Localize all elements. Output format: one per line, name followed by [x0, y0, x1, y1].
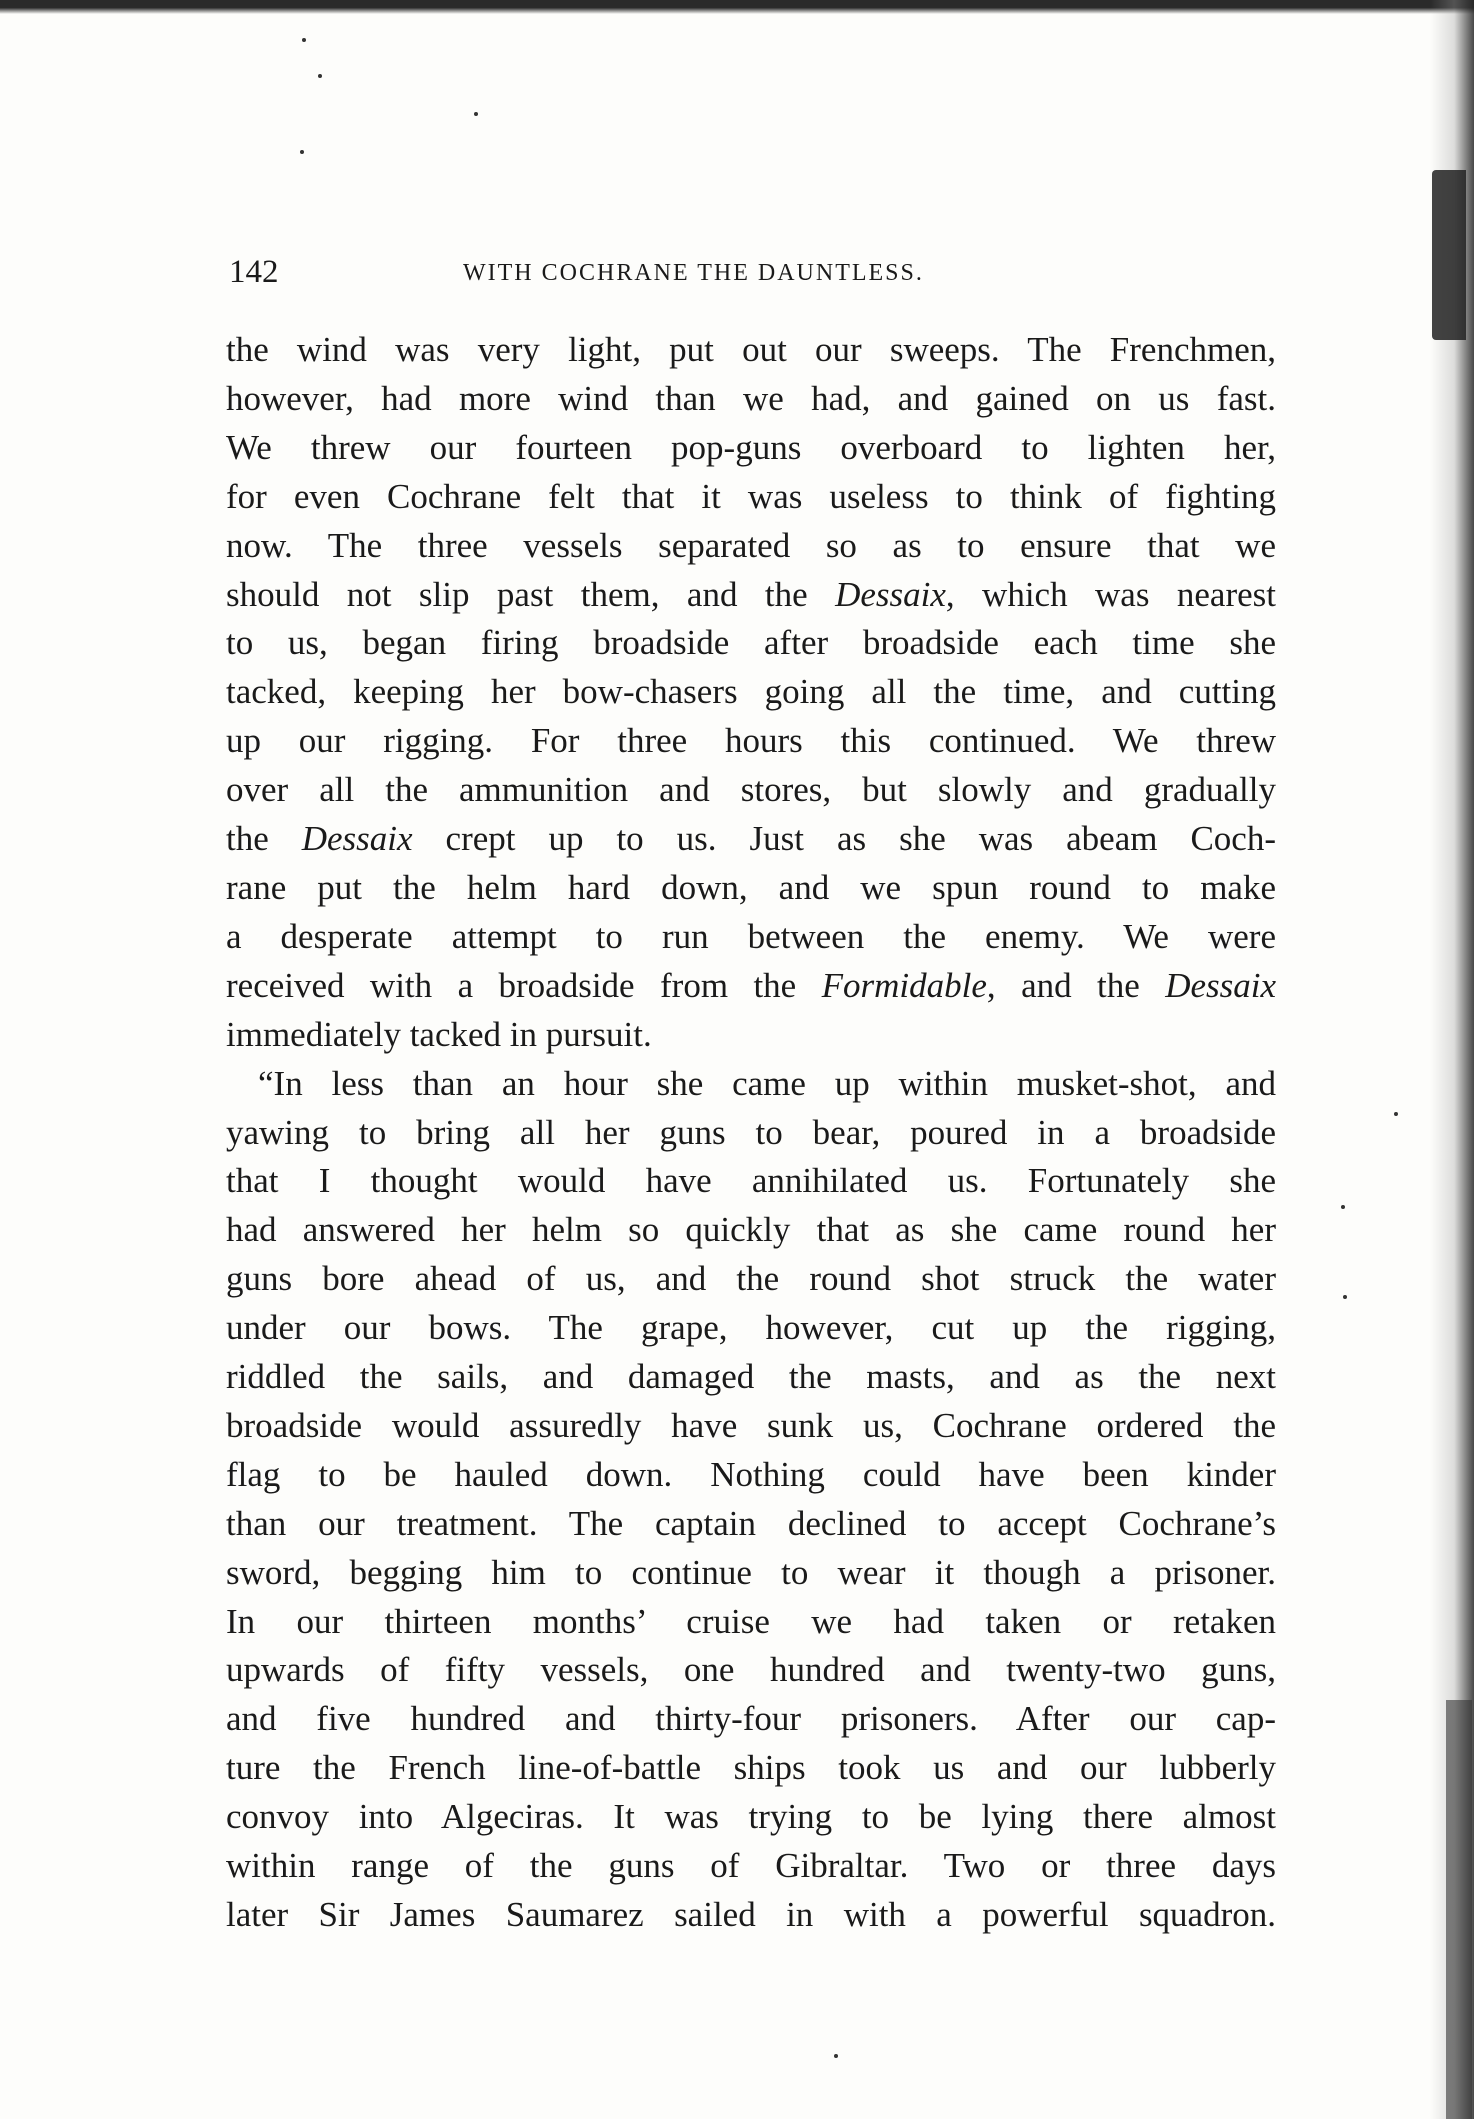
paragraph [226, 1060, 1276, 1940]
text-line: a desperate attempt to run between the enemy. We were [226, 916, 1276, 956]
text-line: the wind was very light, put out our sweeps. The Frenchmen, [226, 330, 1276, 369]
scan-speck [1394, 1112, 1398, 1116]
text-line: over all the ammunition and stores, but slowly and gradually [226, 770, 1276, 810]
text-line: had answered her helm so quickly that as she came round her [226, 1210, 1276, 1250]
text-line: up our rigging. For three hours this continued. We threw [226, 721, 1276, 761]
text-line: however, had more wind than we had, and gained on us fast. [226, 378, 1276, 418]
text-line: under our bows. The grape, however, cut up the rigging, [226, 1308, 1276, 1348]
text-line: now. The three vessels separated so as to ensure that we [226, 525, 1276, 565]
text-line: riddled the sails, and damaged the masts, and as the next [226, 1357, 1276, 1397]
scan-speck [834, 2054, 838, 2058]
scan-binding-mark [1446, 1700, 1472, 2119]
scan-speck [318, 74, 322, 78]
scan-speck [302, 38, 306, 42]
text-line: convoy into Algeciras. It was trying to be lying there almost [226, 1797, 1276, 1837]
running-head [229, 252, 1279, 292]
text-line: immediately tacked in pursuit. [226, 1014, 652, 1054]
text-line: rane put the helm hard down, and we spun round to make [226, 867, 1276, 907]
paragraph [226, 326, 1276, 1060]
text-line: later Sir James Saumarez sailed in with a powerful squadron. [226, 1895, 1276, 1934]
page-number: 142 [229, 254, 279, 290]
text-line: for even Cochrane felt that it was useless to think of fighting [226, 476, 1276, 516]
scan-speck [1343, 1295, 1347, 1299]
text-line: In our thirteen months’ cruise we had taken or retaken [226, 1601, 1276, 1641]
text-line: We threw our fourteen pop-guns overboard to lighten her, [226, 427, 1276, 467]
text-line: upwards of fifty vessels, one hundred and twenty-two guns, [226, 1650, 1276, 1690]
text-line: “In less than an hour she came up within musket-shot, and [258, 1063, 1276, 1103]
text-line: ture the French line-of-battle ships took us and our lubberly [226, 1748, 1276, 1788]
page-top-edge-shadow [0, 0, 1474, 14]
text-line: tacked, keeping her bow-chasers going all the time, and cutting [226, 672, 1276, 712]
text-line: should not slip past them, and the Dessaix, which was nearest [226, 574, 1276, 614]
scan-speck [1341, 1205, 1345, 1209]
text-line: within range of the guns of Gibraltar. Two or three days [226, 1846, 1276, 1886]
text-line: to us, began firing broadside after broadside each time she [226, 623, 1276, 663]
scan-speck [300, 150, 304, 154]
body-text [226, 326, 1276, 1940]
text-line: the Dessaix crept up to us. Just as she was abeam Coch- [226, 819, 1276, 859]
text-line: yawing to bring all her guns to bear, poured in a broadside [226, 1112, 1276, 1152]
text-line: that I thought would have annihilated us. Fortunately she [226, 1161, 1276, 1201]
text-line: received with a broadside from the Formidable, and the Dessaix [226, 965, 1277, 1005]
running-title: WITH COCHRANE THE DAUNTLESS. [463, 260, 924, 286]
text-line: broadside would assuredly have sunk us, Cochrane ordered the [226, 1405, 1276, 1445]
scan-speck [474, 112, 478, 116]
text-line: guns bore ahead of us, and the round shot struck the water [226, 1259, 1276, 1299]
text-line: than our treatment. The captain declined to accept Cochrane’s [226, 1503, 1276, 1543]
text-line: sword, begging him to continue to wear it though a prisoner. [226, 1552, 1276, 1592]
text-line: and five hundred and thirty-four prisoners. After our cap- [226, 1699, 1276, 1739]
scan-binding-mark [1432, 170, 1466, 340]
text-line: flag to be hauled down. Nothing could have been kinder [226, 1454, 1276, 1494]
